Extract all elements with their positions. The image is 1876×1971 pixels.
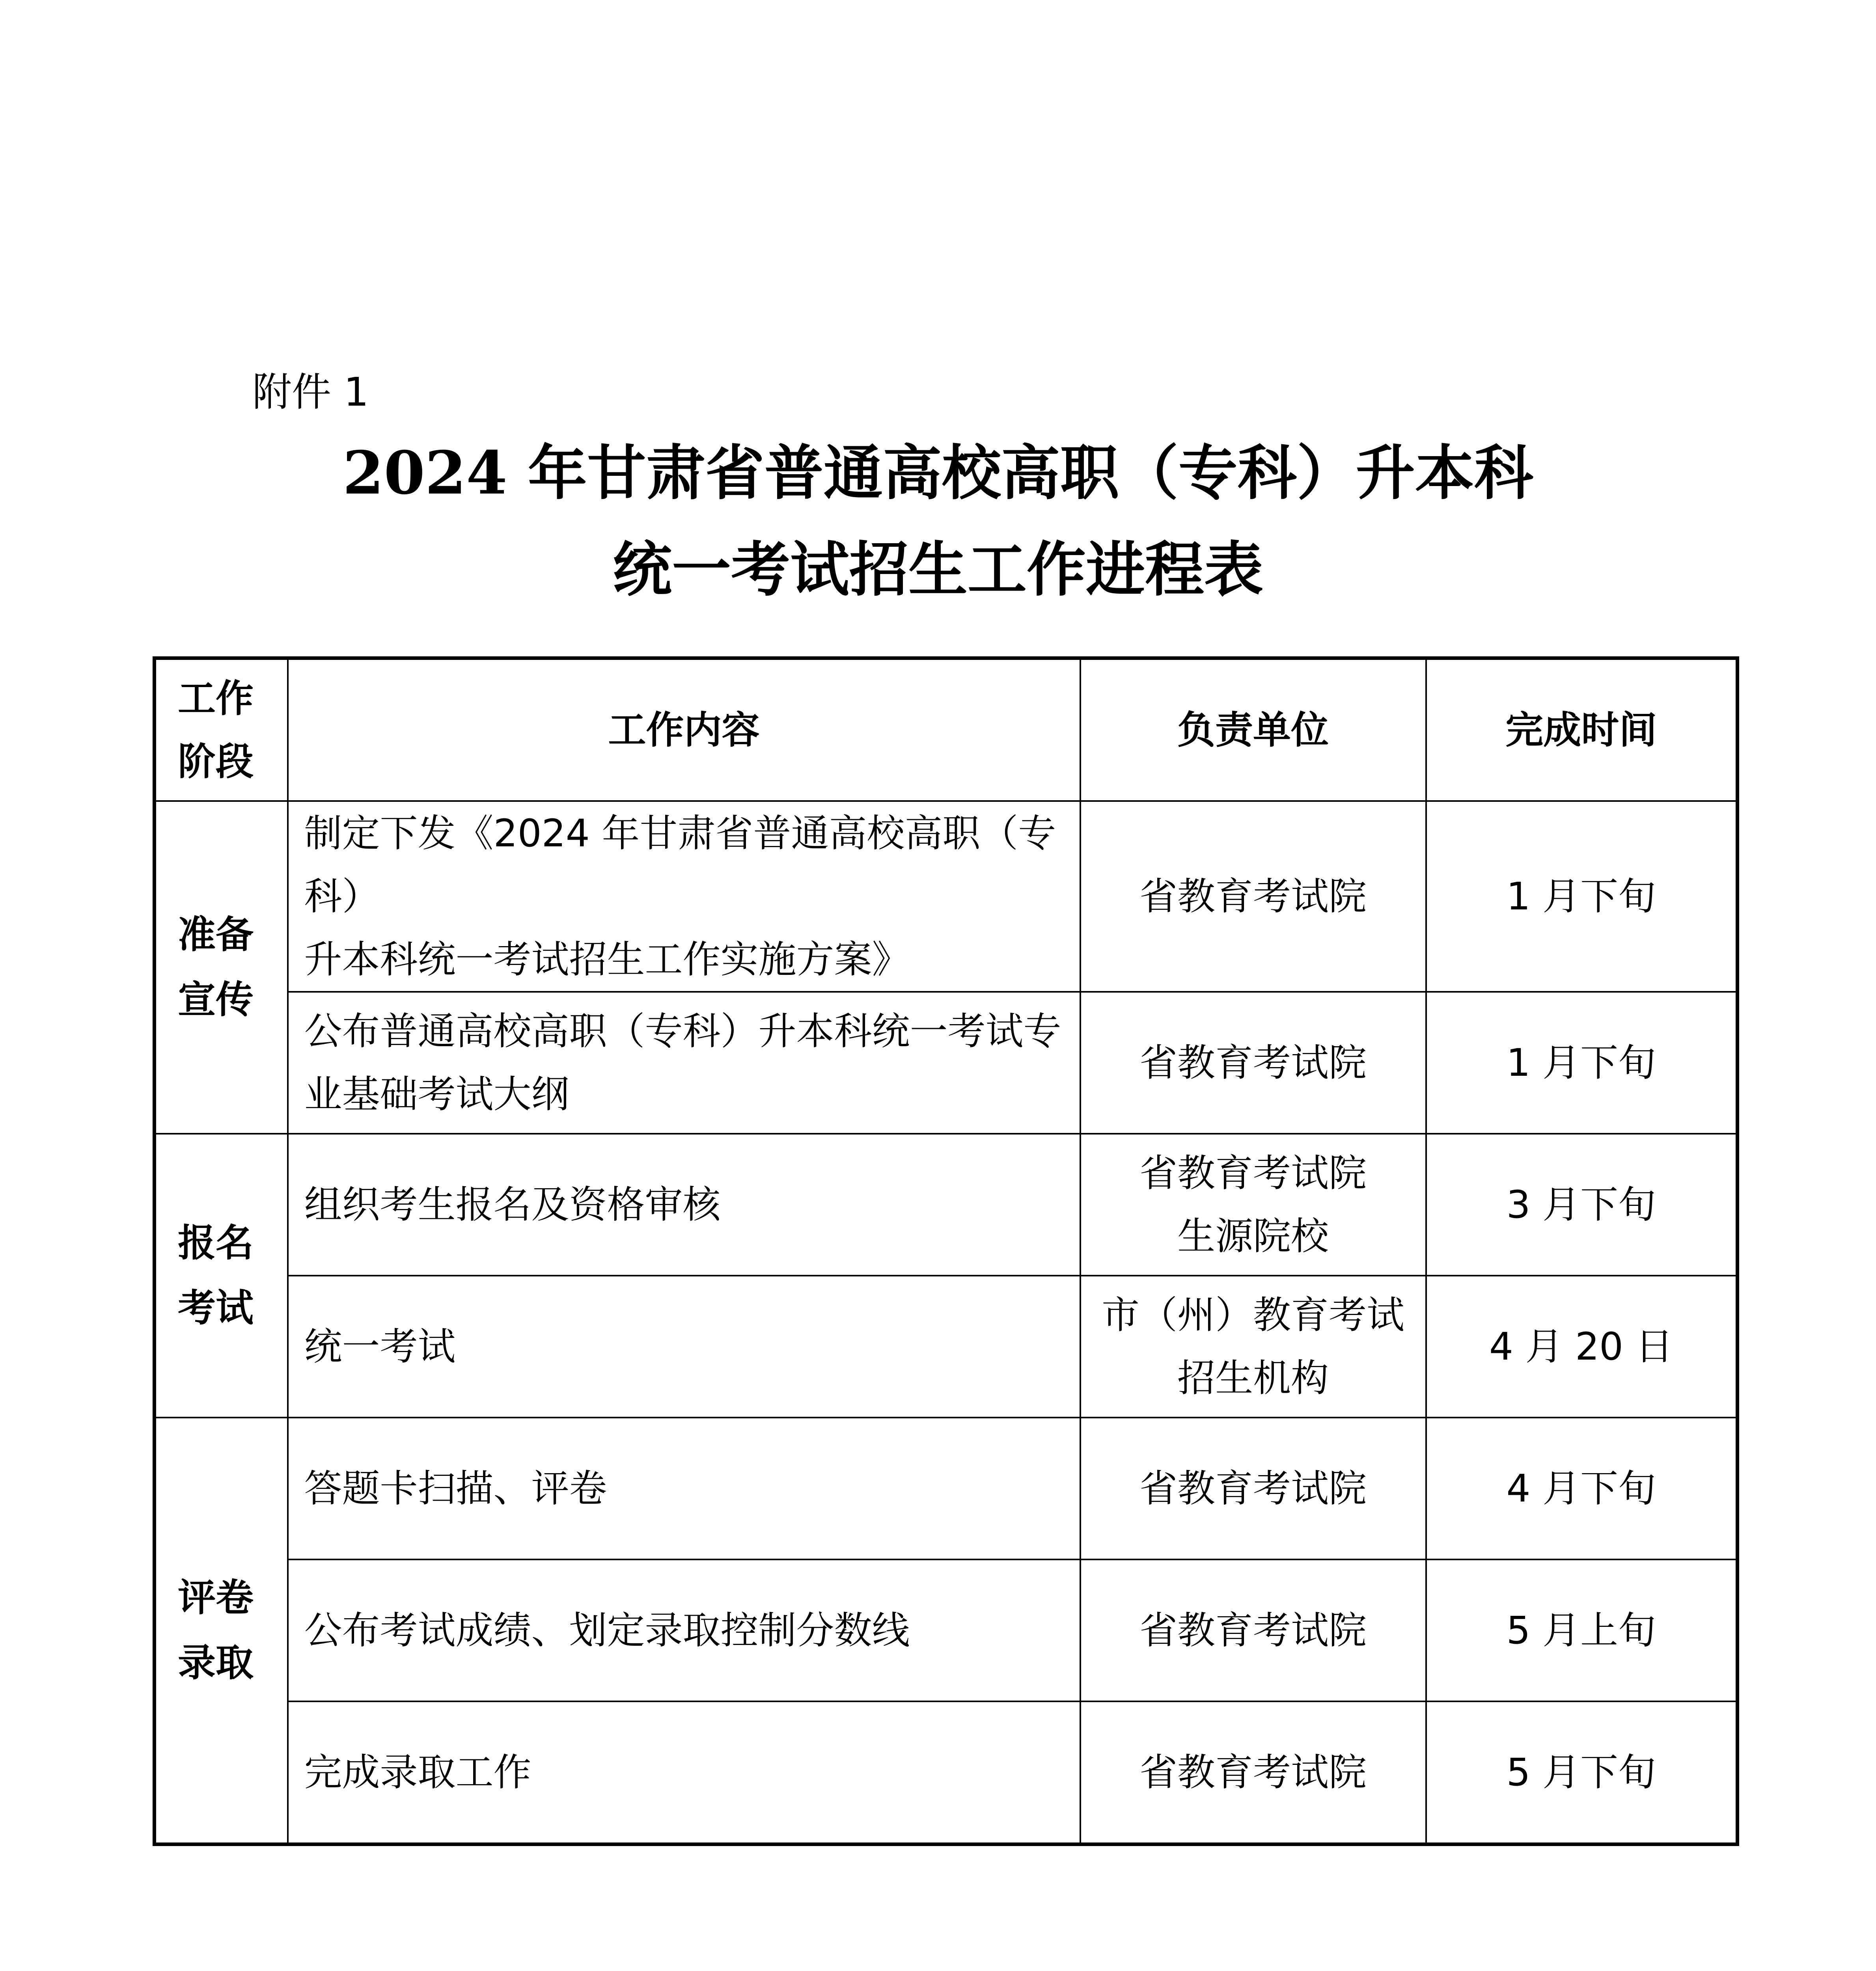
unit-cell xyxy=(1080,1701,1426,1844)
content-line: 答题卡扫描、评卷 xyxy=(304,1466,607,1511)
content-line: 完成录取工作 xyxy=(304,1750,531,1794)
content-cell xyxy=(288,1276,1080,1418)
schedule-table xyxy=(153,656,1739,1846)
stage-cell-prepare xyxy=(155,801,288,1134)
unit-line: 生源院校 xyxy=(1177,1214,1329,1258)
header-content: 工作内容 xyxy=(288,658,1080,801)
table-row xyxy=(155,1701,1738,1844)
content-cell xyxy=(288,1701,1080,1844)
header-stage-line: 阶段 xyxy=(178,740,254,784)
header-stage xyxy=(155,658,288,801)
unit-cell xyxy=(1080,1276,1426,1418)
table-row xyxy=(155,1276,1738,1418)
document-title-line-1: 2024 年甘肃省普通高校高职（专科）升本科 xyxy=(343,438,1533,508)
stage-line: 评卷 xyxy=(178,1576,254,1620)
unit-line: 省教育考试院 xyxy=(1139,1466,1367,1511)
content-line: 升本科统一考试招生工作实施方案》 xyxy=(304,937,910,982)
table-row xyxy=(155,1559,1738,1701)
time-cell: 1 月下旬 xyxy=(1426,801,1738,992)
unit-line: 省教育考试院 xyxy=(1139,1151,1367,1195)
table-row xyxy=(155,992,1738,1134)
content-line: 业基础考试大纲 xyxy=(304,1072,569,1116)
unit-line: 省教育考试院 xyxy=(1139,1608,1367,1652)
stage-line: 录取 xyxy=(178,1641,254,1685)
attachment-label: 附件 1 xyxy=(252,369,369,415)
unit-line: 招生机构 xyxy=(1177,1356,1329,1400)
time-cell: 5 月上旬 xyxy=(1426,1559,1738,1701)
unit-cell xyxy=(1080,1134,1426,1276)
unit-line: 省教育考试院 xyxy=(1139,874,1367,918)
content-line: 公布普通高校高职（专科）升本科统一考试专 xyxy=(304,1009,1061,1053)
stage-line: 准备 xyxy=(178,913,254,957)
time-cell: 4 月 20 日 xyxy=(1426,1276,1738,1418)
header-time: 完成时间 xyxy=(1426,658,1738,801)
unit-line: 省教育考试院 xyxy=(1139,1041,1367,1085)
table-header-row xyxy=(155,658,1738,801)
unit-line: 市（州）教育考试 xyxy=(1102,1293,1404,1337)
header-unit: 负责单位 xyxy=(1080,658,1426,801)
stage-line: 报名 xyxy=(178,1221,254,1265)
time-cell: 4 月下旬 xyxy=(1426,1418,1738,1559)
table-row xyxy=(155,1134,1738,1276)
table-row xyxy=(155,1418,1738,1559)
content-cell xyxy=(288,992,1080,1134)
time-cell: 5 月下旬 xyxy=(1426,1701,1738,1844)
content-line: 制定下发《2024 年甘肃省普通高校高职（专科） xyxy=(304,811,1056,918)
unit-cell xyxy=(1080,1559,1426,1701)
unit-cell xyxy=(1080,801,1426,992)
time-cell: 1 月下旬 xyxy=(1426,992,1738,1134)
content-line: 公布考试成绩、划定录取控制分数线 xyxy=(304,1608,910,1652)
table-row xyxy=(155,801,1738,992)
stage-line: 考试 xyxy=(178,1286,254,1330)
content-line: 组织考生报名及资格审核 xyxy=(304,1183,721,1227)
stage-line: 宣传 xyxy=(178,978,254,1022)
unit-line: 省教育考试院 xyxy=(1139,1750,1367,1794)
content-cell xyxy=(288,1134,1080,1276)
content-cell xyxy=(288,1418,1080,1559)
document-title-line-2: 统一考试招生工作进程表 xyxy=(612,535,1263,604)
header-stage-line: 工作 xyxy=(178,676,254,721)
unit-cell xyxy=(1080,1418,1426,1559)
content-line: 统一考试 xyxy=(304,1325,456,1369)
stage-cell-grading xyxy=(155,1418,288,1844)
content-cell xyxy=(288,801,1080,992)
stage-cell-registration xyxy=(155,1134,288,1418)
time-cell: 3 月下旬 xyxy=(1426,1134,1738,1276)
unit-cell xyxy=(1080,992,1426,1134)
content-cell xyxy=(288,1559,1080,1701)
